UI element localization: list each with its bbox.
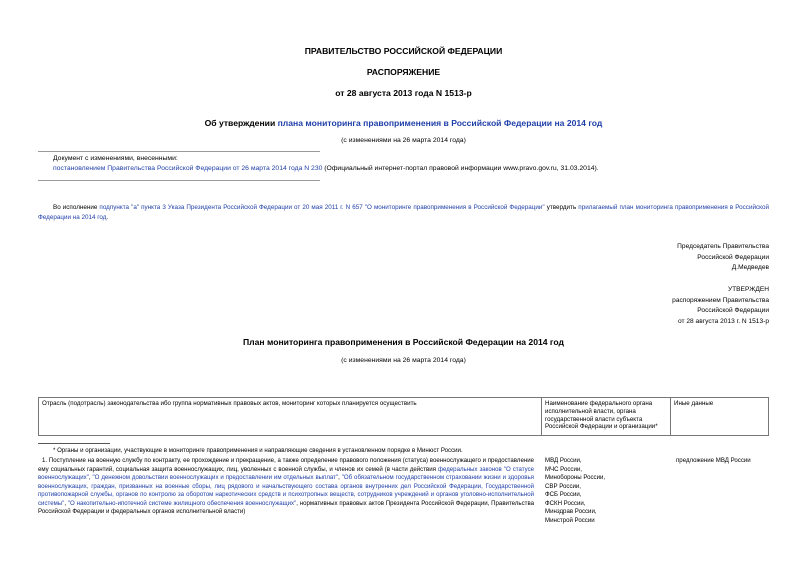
- row1-text-5: , нормативных правовых актов Президента Российской Федерации, Правительства Российской Федерации и федеральных органов исполнительной власти): [38, 499, 534, 515]
- column-header-legislation: Отрасль (подотрасль) законодательства ибо группа нормативных правовых актов, мониторинг которых планируется осуществить: [39, 398, 542, 436]
- signature-block: [677, 242, 769, 274]
- law-allowance-link[interactable]: "О денежном довольствии военнослужащих и предоставлении им отдельных выплат": [92, 474, 339, 481]
- intro-text-3: .: [106, 214, 109, 222]
- plan-table-header: [38, 397, 769, 436]
- title-amended-note: (с изменениями на 26 марта 2014 года): [341, 137, 466, 144]
- attached-plan-link[interactable]: прилагаемый план мониторинга правоприменения в Российской Федерации на 2014 год: [38, 204, 769, 222]
- amendments-bottom-divider: [38, 180, 320, 181]
- plan-title: План мониторинга правоприменения в Российской Федерации на 2014 год: [243, 337, 564, 347]
- title-plan-link[interactable]: плана мониторинга правоприменения в Российской Федерации на 2014 год: [277, 118, 603, 128]
- signature-name: Д.Медведев: [731, 264, 769, 271]
- row1-text-3: ,: [338, 474, 342, 481]
- plan-amended-note: (с изменениями на 26 марта 2014 года): [341, 357, 466, 364]
- approval-block: [672, 285, 769, 327]
- amendment-source: (Официальный интернет-портал правовой информации www.pravo.gov.ru, 31.03.2014).: [322, 165, 599, 172]
- government-heading: ПРАВИТЕЛЬСТВО РОССИЙСКОЙ ФЕДЕРАЦИИ: [304, 46, 503, 56]
- approval-country: Российской Федерации: [697, 307, 769, 314]
- agency-item: Минобороны России,: [545, 474, 606, 481]
- signature-country: Российской Федерации: [697, 253, 769, 261]
- footnote-divider: [38, 443, 110, 444]
- law-military-status-link[interactable]: федеральных законов "О статусе военнослужащих": [38, 465, 535, 481]
- agency-item: МВД России,: [545, 457, 582, 464]
- agency-item: СВР России,: [545, 482, 582, 490]
- intro-paragraph: [38, 203, 769, 223]
- law-insurance-link[interactable]: "Об обязательном государственном страховании жизни и здоровья военнослужащих, граждан, призванных на военные сборы, лиц рядового и начальствующего состава органов внутренних дел Российской Федерации, Государственной противопожарной службы, органов по контролю за оборотом наркотических средств и психотропных веществ, сотрудников учреждений и органов уголовно-исполнительной системы": [38, 474, 534, 507]
- approval-stamp: УТВЕРЖДЕН: [727, 286, 769, 293]
- row1-text-2: ,: [88, 474, 93, 481]
- row1-text-1: 1. Поступление на военную службу по контракту, ее прохождение и прекращение, а также определение правового положения (статуса) военнослужащего и предоставление ему социальных гарантий, социальная защита военнослужащих, лиц, уволенных с военной службы, и членов их семей (в части действия: [38, 457, 534, 473]
- agency-item: МЧС России,: [545, 465, 582, 473]
- amendment-resolution-link[interactable]: постановлением Правительства Российской Федерации от 26 марта 2014 года N 230: [53, 165, 323, 172]
- amendments-top-divider: [38, 151, 320, 152]
- column-header-other: Иные данные: [671, 398, 769, 436]
- row1-text-4: ,: [64, 499, 68, 507]
- title-prefix: Об утверждении: [204, 118, 278, 128]
- approval-by: распоряжением Правительства: [672, 296, 769, 304]
- plan-row-1-legislation: [38, 457, 534, 517]
- intro-text-2: утвердить: [544, 204, 579, 211]
- document-date-number: от 28 августа 2013 года N 1513-р: [335, 88, 472, 98]
- agency-item: ФСБ России,: [545, 491, 582, 498]
- amendments-label: Документ с изменениями, внесенными:: [53, 155, 178, 162]
- footnote-text: * Органы и организации, участвующие в мониторинге правоприменения и направляющие сведения в установленном порядке в Минюст России.: [53, 447, 463, 454]
- approval-date: от 28 августа 2013 г. N 1513-р: [678, 317, 769, 325]
- agency-item: Минстрой России: [545, 516, 595, 524]
- law-mortgage-link[interactable]: "О накопительно-ипотечной системе жилищного обеспечения военнослужащих": [67, 499, 297, 507]
- intro-text-1: Во исполнение: [53, 204, 100, 211]
- document-title: [0, 118, 807, 128]
- document-type: РАСПОРЯЖЕНИЕ: [366, 67, 441, 77]
- agency-item: Минздрав России,: [545, 508, 597, 515]
- decree-link[interactable]: подпункта "а" пункта 3 Указа Президента Российской Федерации от 20 мая 2011 г. N 657 "О мониторинге правоприменения в Российской Федерации": [99, 204, 545, 211]
- agency-item: ФСКН России,: [545, 499, 586, 507]
- plan-row-1-other: предложение МВД России: [676, 457, 751, 464]
- plan-row-1-agencies: [545, 457, 663, 525]
- amendments-entry: [53, 165, 769, 172]
- signature-position: Председатель Правительства: [677, 243, 769, 250]
- column-header-agency: Наименование федерального органа исполнительной власти, органа государственной власти субъекта Российской Федерации и организации*: [542, 398, 671, 436]
